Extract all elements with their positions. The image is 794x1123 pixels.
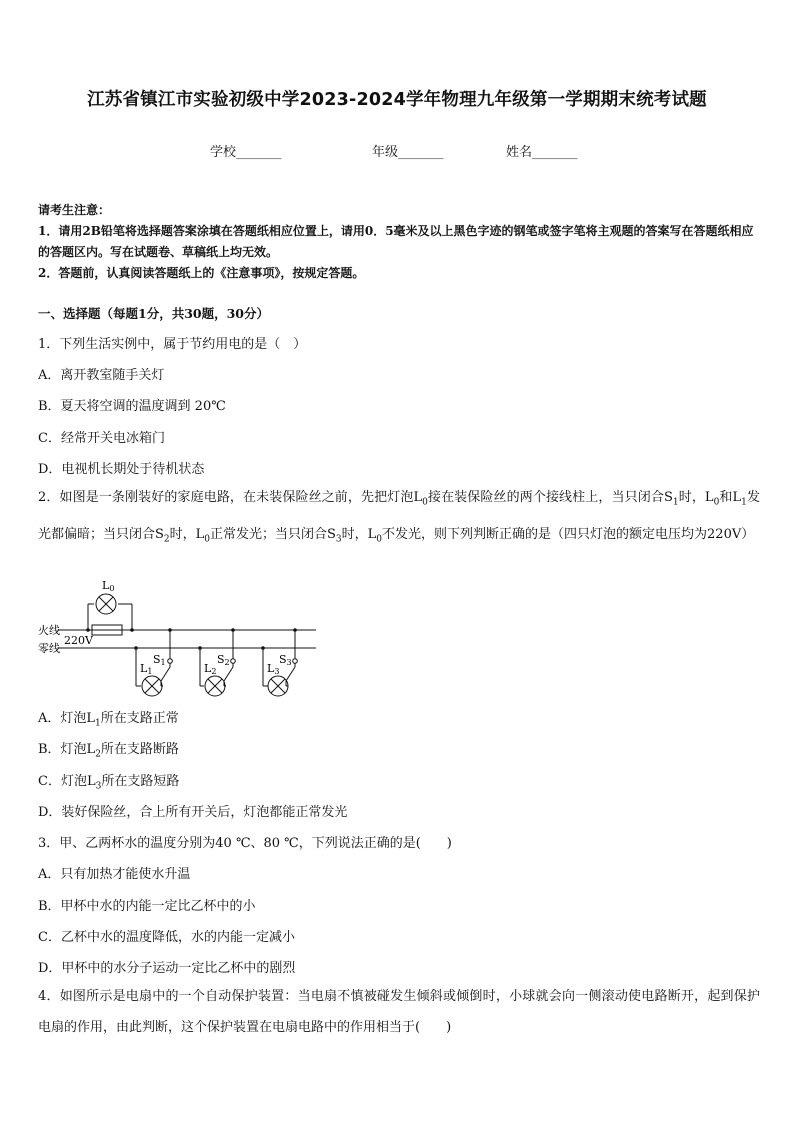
q2-option-c: C．灯泡$L_3$所在支路短路: [38, 774, 180, 792]
q2-option-b: B．灯泡$L_2$所在支路断路: [38, 742, 179, 760]
q3-option-a: A．只有加热才能使水升温: [38, 867, 191, 882]
section-heading: 一、选择题（每题1分，共30题，30分）: [38, 306, 269, 321]
switch-s1: [168, 659, 173, 664]
page-title: 江苏省镇江市实验初级中学2023-2024学年物理九年级第一学期期末统考试题: [87, 90, 707, 110]
q1-option-d: D．电视机长期处于待机状态: [38, 462, 205, 477]
voltage-label: 220V: [64, 634, 93, 647]
notice-item-1: 1．请用2B铅笔将选择题答案涂填在答题纸相应位置上，请用0．5毫米及以上黑色字迹的钢笔或签字笔将主观题的答案写在答题纸相应的答题区内。写在试题卷、草稿纸上均无效。: [38, 224, 754, 259]
l1-label: L1: [140, 662, 153, 676]
s1-label: S1: [153, 653, 166, 667]
school-field: 学校_______: [210, 145, 282, 160]
notice-block: [38, 200, 758, 284]
q3-stem: 3．甲、乙两杯水的温度分别为40 ℃、80 ℃，下列说法正确的是( ): [38, 836, 452, 851]
l0-junction-left: [86, 628, 90, 632]
l0-junction-right: [130, 628, 134, 632]
grade-field: 年级_______: [372, 145, 444, 160]
q2-stem: 2．如图是一条刚装好的家庭电路，在未装保险丝之前，先把灯泡$L_0$接在装保险丝的两个接线柱上，当只闭合$S_1$时，$L_0$和$L_1$发光都偏暗；当只闭合$S_2$时，$L_0$正常发光；当只闭合$S_3$时，$L_0$不发光，则下列判断正确的是（四只灯泡的额定电压均为220V）: [38, 490, 761, 545]
q2-option-a: A．灯泡$L_1$所在支路正常: [38, 711, 179, 729]
l2-label: L2: [204, 662, 217, 676]
q1-option-c: C．经常开关电冰箱门: [38, 431, 165, 446]
switch-s2: [231, 659, 236, 664]
q4-stem: 4．如图所示是电扇中的一个自动保护装置：当电扇不慎被碰发生倾斜或倾倒时，小球就会向一侧滚动使电路断开，起到保护电扇的作用，由此判断，这个保护装置在电扇电路中的作用相当于( ): [38, 989, 760, 1035]
neutral-wire-label: 零线: [38, 642, 60, 655]
q2-option-d: D．装好保险丝，合上所有开关后，灯泡都能正常发光: [38, 805, 348, 820]
branch-3: [261, 628, 297, 696]
live-wire-label: 火线: [38, 624, 60, 637]
q3-option-d: D．甲杯中的水分子运动一定比乙杯中的剧烈: [38, 961, 296, 976]
notice-heading: 请考生注意：: [38, 203, 111, 217]
q1-option-b: B．夏天将空调的温度调到 20℃: [38, 399, 226, 414]
branch-1: [134, 628, 172, 696]
q3-option-b: B．甲杯中水的内能一定比乙杯中的小: [38, 899, 256, 914]
s3-label: S3: [279, 653, 292, 667]
l0-label: L0: [102, 579, 115, 593]
l3-label: L3: [267, 662, 280, 676]
q1-option-a: A．离开教室随手关灯: [38, 368, 165, 383]
q3-option-c: C．乙杯中水的温度降低，水的内能一定减小: [38, 930, 295, 945]
s2-label: S2: [217, 653, 230, 667]
q1-stem: 1．下列生活实例中，属于节约用电的是（ ）: [38, 337, 307, 352]
notice-item-2: 2．答题前，认真阅读答题纸上的《注意事项》，按规定答题。: [38, 266, 365, 280]
name-field: 姓名_______: [506, 145, 578, 160]
branch-2: [198, 628, 235, 696]
switch-s3: [293, 659, 298, 664]
circuit-diagram: [36, 575, 326, 700]
